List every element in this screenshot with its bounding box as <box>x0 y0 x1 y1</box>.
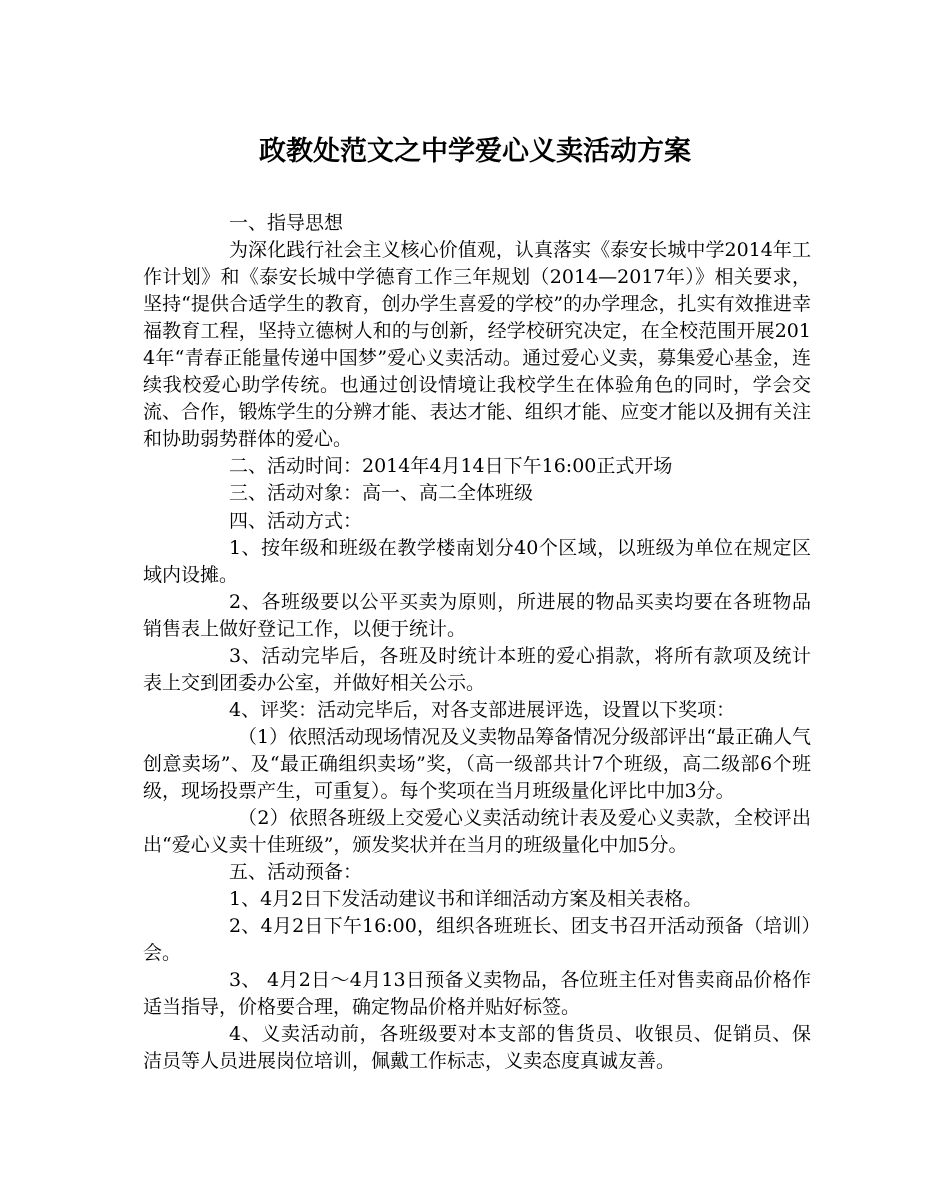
section-heading-activity-time: 二、活动时间：2014年4月14日下午16:00正式开场 <box>229 455 673 478</box>
method-item-4: 4、评奖：活动完毕后，对各支部进展评选，设置以下奖项： <box>229 698 736 721</box>
document-title: 政教处范文之中学爱心义卖活动方案 <box>259 136 691 167</box>
award-item-2: （2）依照各班级上交爱心义卖活动统计表及爱心义卖款，全校评出出“爱心义卖十佳班级”，颁发奖状并在当月的班级量化中加5分。 <box>143 807 811 857</box>
section-heading-preparation: 五、活动预备： <box>229 861 363 884</box>
section-heading-activity-target: 三、活动对象：高一、高二全体班级 <box>229 482 534 505</box>
paragraph-guiding-thought: 为深化践行社会主义核心价值观，认真落实《泰安长城中学2014年工作计划》和《泰安长城中学德育工作三年规划（2014—2017年）》相关要求，坚持“提供合适学生的教育，创办学生喜爱的学校”的办学理念，扎实有效推进幸福教育工程，坚持立德树人和的与创新，经学校研究决定，在全校范围开展2014年“青春正能量传递中国梦”爱心义卖活动。通过爱心义卖，募集爱心基金，连续我校爱心助学传统。也通过创设情境让我校学生在体验角色的同时，学会交流、合作，锻炼学生的分辨才能、表达才能、组织才能、应变才能以及拥有关注和协助弱势群体的爱心。 <box>143 239 811 451</box>
preparation-item-4: 4、义卖活动前，各班级要对本支部的售货员、收银员、促销员、保洁员等人员进展岗位培训，佩戴工作标志，义卖态度真诚友善。 <box>143 1023 811 1073</box>
method-item-2: 2、各班级要以公平买卖为原则，所进展的物品买卖均要在各班物品销售表上做好登记工作，以便于统计。 <box>143 590 811 640</box>
preparation-item-1: 1、4月2日下发活动建议书和详细活动方案及相关表格。 <box>229 888 703 911</box>
method-item-1: 1、按年级和班级在教学楼南划分40个区域，以班级为单位在规定区域内设摊。 <box>143 536 811 586</box>
award-item-1: （1）依照活动现场情况及义卖物品筹备情况分级部评出“最正确人气创意卖场”、及“最正确组织卖场”奖，（高一级部共计7个班级，高二级部6个班级，现场投票产生，可重复）。每个奖项在当月班级量化评比中加3分。 <box>143 725 811 802</box>
preparation-item-2: 2、4月2日下午16:00，组织各班班长、团支书召开活动预备（培训）会。 <box>143 915 811 965</box>
section-heading-guiding-thought: 一、指导思想 <box>229 212 344 234</box>
preparation-item-3: 3、 4月2日～4月13日预备义卖物品，各位班主任对售卖商品价格作适当指导，价格要合理，确定物品价格并贴好标签。 <box>143 969 811 1019</box>
method-item-3: 3、活动完毕后，各班及时统计本班的爱心捐款，将所有款项及统计表上交到团委办公室，并做好相关公示。 <box>143 644 811 694</box>
section-heading-activity-method: 四、活动方式： <box>229 509 363 532</box>
document-body <box>143 210 811 1076</box>
